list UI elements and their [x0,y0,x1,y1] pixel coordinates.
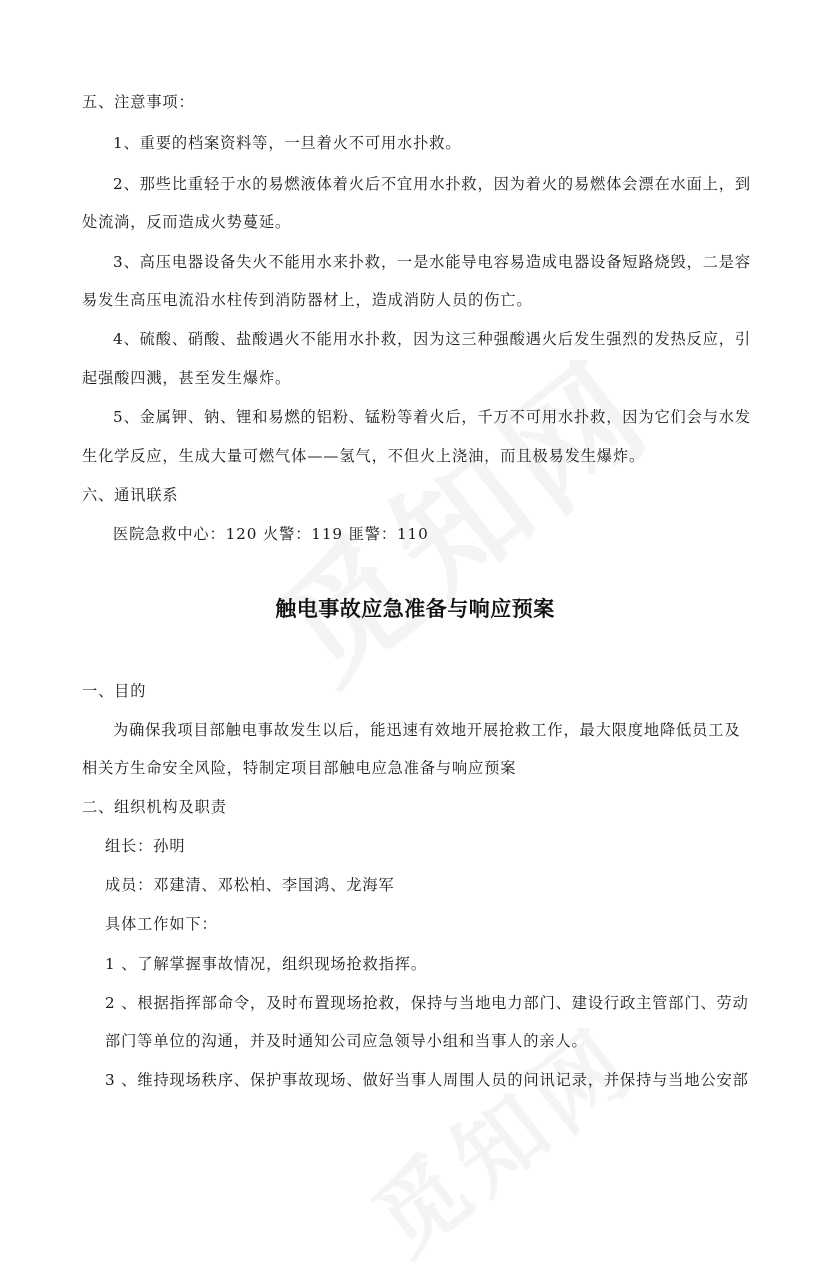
section-five-item-3-line-1: 3、高压电器设备失火不能用水来扑救，一是水能导电容易造成电器设备短路烧毁，二是容 [113,253,751,271]
part-one-heading: 一、目的 [82,682,147,700]
section-five-item-5-line-1: 5、金属钾、钠、锂和易燃的铝粉、锰粉等着火后，千万不可用水扑救，因为它们会与水发 [113,408,751,426]
task-1: 1 、了解掌握事故情况，组织现场抢救指挥。 [105,955,427,973]
part-one-line-2: 相关方生命安全风险，特制定项目部触电应急准备与响应预案 [82,759,517,777]
team-members: 成员：邓建清、邓松柏、李国鸿、龙海军 [105,876,395,894]
contact-numbers: 医院急救中心：120 火警：119 匪警：110 [113,525,429,543]
section-five-item-2-line-1: 2、那些比重轻于水的易燃液体着火后不宜用水扑救，因为着火的易燃体会漂在水面上，到 [113,175,751,193]
document-title: 触电事故应急准备与响应预案 [275,597,555,621]
work-intro: 具体工作如下： [105,915,218,933]
task-2-line-2: 部门等单位的沟通，并及时通知公司应急领导小组和当事人的亲人。 [105,1032,588,1050]
section-five-item-3-line-2: 易发生高压电流沿水柱传到消防器材上，造成消防人员的伤亡。 [82,291,533,309]
task-3-line-1: 3 、维持现场秩序、保护事故现场、做好当事人周围人员的问讯记录，并保持与当地公安部 [105,1071,749,1089]
watermark [237,311,683,717]
team-leader: 组长：孙明 [105,837,186,855]
section-five-item-4-line-1: 4、硫酸、硝酸、盐酸遇火不能用水扑救，因为这三种强酸遇火后发生强烈的发热反应，引 [113,330,751,348]
task-2-line-1: 2 、根据指挥部命令，及时布置现场抢救，保持与当地电力部门、建设行政主管部门、劳动 [105,994,749,1012]
section-five-heading: 五、注意事项： [82,93,195,111]
part-one-line-1: 为确保我项目部触电事故发生以后，能迅速有效地开展抢救工作，最大限度地降低员工及 [113,721,741,739]
section-five-item-4-line-2: 起强酸四溅，甚至发生爆炸。 [82,369,292,387]
section-five-item-2-line-2: 处流淌，反而造成火势蔓延。 [82,213,292,231]
section-five-item-5-line-2: 生化学反应，生成大量可燃气体——氢气，不但火上浇油，而且极易发生爆炸。 [82,447,646,465]
section-five-item-1: 1、重要的档案资料等，一旦着火不可用水扑救。 [113,134,462,152]
part-two-heading: 二、组织机构及职责 [82,798,227,816]
section-six-heading: 六、通讯联系 [82,486,179,504]
